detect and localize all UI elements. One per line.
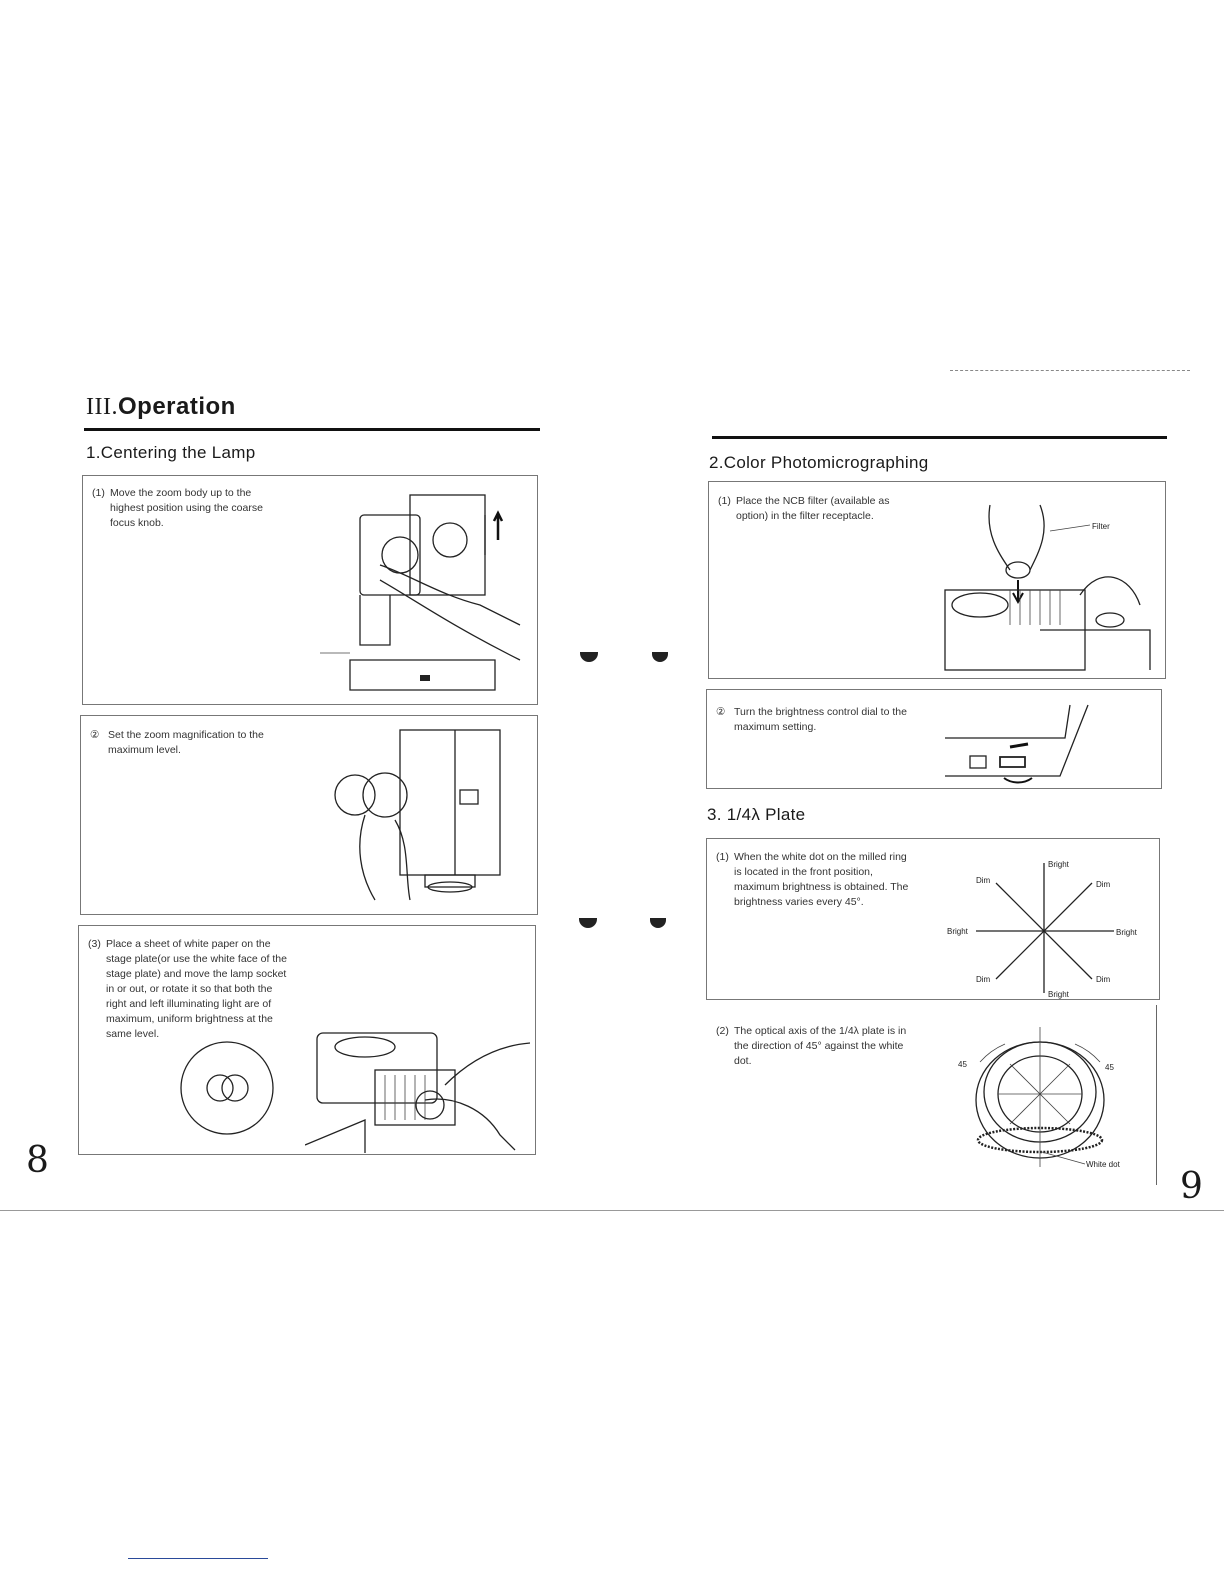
section-numeral: III. — [86, 394, 118, 420]
step-2-number: ② — [90, 729, 100, 741]
step-2-text — [90, 728, 310, 758]
white-dot-label: White dot — [1086, 1160, 1120, 1169]
step-3-line: Place a sheet of white paper on the — [106, 938, 271, 950]
subsection-title-color: 2.Color Photomicrographing — [709, 453, 929, 472]
lamp-socket-illustration — [305, 1025, 533, 1153]
label-top: Bright — [1048, 860, 1069, 869]
step-3-line: maximum, uniform brightness at the — [106, 1013, 273, 1025]
plate-step-1-line: maximum brightness is obtained. The — [734, 881, 909, 893]
section-title — [86, 393, 236, 421]
step-2-line: maximum level. — [108, 744, 181, 756]
right-section-rule — [712, 436, 1167, 439]
scan-line — [950, 370, 1190, 372]
panel-edge — [1156, 1005, 1157, 1185]
plate-step-2-line: The optical axis of the 1/4λ plate is in — [734, 1025, 907, 1037]
step-3-line: same level. — [106, 1028, 160, 1040]
step-1-text — [92, 486, 292, 531]
step-2-line: Set the zoom magnification to the — [108, 729, 264, 741]
plate-step-1-line: When the white dot on the milled ring — [734, 851, 907, 863]
page-number-right: 9 — [1180, 1166, 1203, 1207]
step-3-line: right and left illuminating light are of — [106, 998, 272, 1010]
zoom-knob-illustration — [325, 725, 525, 910]
color-step-1-line: Place the NCB filter (available as — [736, 495, 890, 507]
step-1-line: Move the zoom body up to the — [110, 487, 252, 499]
label-lower-right: Dim — [1096, 975, 1111, 984]
label-lower-left: Dim — [976, 975, 991, 984]
scan-mark — [652, 652, 668, 662]
microscope-focus-illustration — [320, 485, 530, 700]
color-step-2-line: Turn the brightness control dial to the — [734, 706, 907, 718]
angle-right-label: 45 — [1105, 1063, 1114, 1072]
color-step-1-line: option) in the filter receptacle. — [736, 510, 874, 522]
step-1-line: focus knob. — [110, 517, 164, 529]
color-step-2-number: ② — [716, 706, 726, 718]
page-number-left: 8 — [26, 1140, 49, 1181]
overlapping-circles-diagram — [175, 1040, 285, 1150]
plate-step-1-number: (1) — [716, 851, 729, 863]
color-step-1-number: (1) — [718, 495, 731, 507]
brightness-star-diagram — [944, 855, 1149, 1000]
color-step-1-text — [718, 494, 928, 524]
section-rule — [84, 428, 540, 431]
filter-insert-illustration — [940, 495, 1160, 675]
step-3-line: in or out, or rotate it so that both the — [106, 983, 273, 995]
plate-step-1-line: is located in the front position, — [734, 866, 873, 878]
step-3-number: (3) — [88, 938, 101, 950]
step-3-line: stage plate(or use the white face of the — [106, 953, 287, 965]
label-right: Bright — [1116, 928, 1137, 937]
subsection-title-centering: 1.Centering the Lamp — [86, 443, 256, 462]
scan-mark — [579, 918, 597, 928]
brightness-dial-illustration — [940, 700, 1090, 785]
subsection-title-plate: 3. 1/4λ Plate — [707, 805, 806, 824]
label-upper-right: Dim — [1096, 880, 1111, 889]
plate-step-1-line: brightness varies every 45°. — [734, 896, 864, 908]
color-step-panel-2 — [706, 689, 1162, 789]
color-step-2-text — [716, 705, 946, 735]
section-title-text: Operation — [117, 393, 236, 420]
plate-step-2-text — [716, 1024, 946, 1069]
label-upper-left: Dim — [976, 876, 991, 885]
step-3-text — [88, 937, 304, 1042]
label-left: Bright — [947, 927, 968, 936]
scan-mark — [580, 652, 598, 662]
scan-line — [128, 1558, 268, 1559]
plate-step-1-text — [716, 850, 946, 910]
quarter-wave-plate-diagram — [950, 1022, 1140, 1172]
scan-line — [0, 1210, 1224, 1211]
plate-step-2-line: the direction of 45° against the white — [734, 1040, 904, 1052]
angle-left-label: 45 — [958, 1060, 967, 1069]
step-3-line: stage plate) and move the lamp socket — [106, 968, 287, 980]
scan-mark — [650, 918, 666, 928]
label-bottom: Bright — [1048, 990, 1069, 999]
step-1-line: highest position using the coarse — [110, 502, 263, 514]
step-1-number: (1) — [92, 487, 105, 499]
plate-step-2-line: dot. — [734, 1055, 752, 1067]
color-step-2-line: maximum setting. — [734, 721, 817, 733]
filter-label: Filter — [1092, 522, 1110, 531]
plate-step-2-number: (2) — [716, 1025, 729, 1037]
